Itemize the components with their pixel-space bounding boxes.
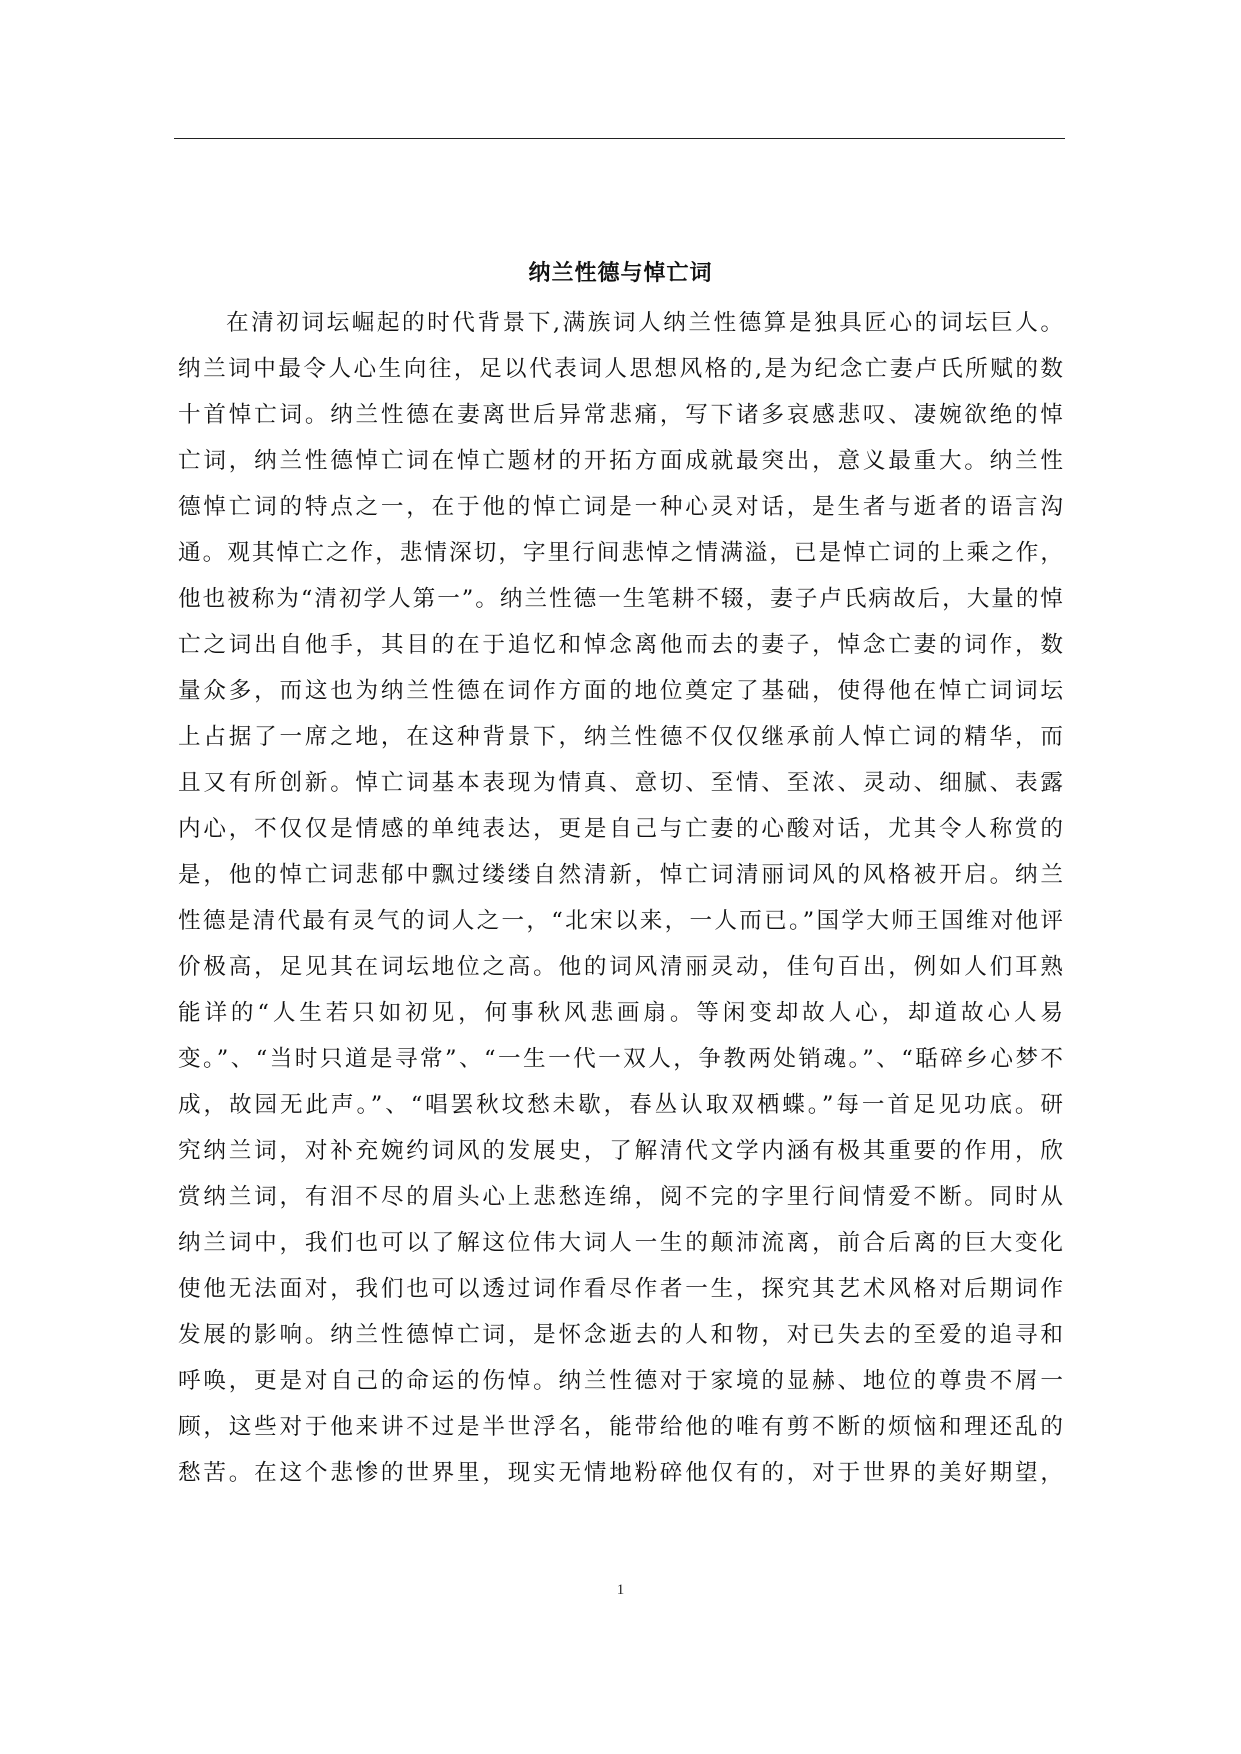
body-line: 愁苦。在这个悲惨的世界里，现实无情地粉碎他仅有的，对于世界的美好期望， xyxy=(178,1460,1063,1486)
header-rule xyxy=(174,138,1065,139)
body-line: 在清初词坛崛起的时代背景下,满族词人纳兰性德算是独具匠心的词坛巨人。 xyxy=(226,310,1063,336)
body-line: 纳兰词中，我们也可以了解这位伟大词人一生的颠沛流离，前合后离的巨大变化 xyxy=(178,1230,1063,1256)
body-line: 量众多，而这也为纳兰性德在词作方面的地位奠定了基础，使得他在悼亡词词坛 xyxy=(178,678,1063,704)
body-line: 德悼亡词的特点之一，在于他的悼亡词是一种心灵对话，是生者与逝者的语言沟 xyxy=(178,494,1063,520)
body-line: 亡词，纳兰性德悼亡词在悼亡题材的开拓方面成就最突出，意义最重大。纳兰性 xyxy=(178,448,1063,474)
body-line: 性德是清代最有灵气的词人之一，“北宋以来，一人而已。”国学大师王国维对他评 xyxy=(178,908,1063,934)
body-line: 亡之词出自他手，其目的在于追忆和悼念离他而去的妻子，悼念亡妻的词作，数 xyxy=(178,632,1063,658)
body-text xyxy=(178,300,1063,1496)
body-line: 价极高，足见其在词坛地位之高。他的词风清丽灵动，佳句百出，例如人们耳熟 xyxy=(178,954,1063,980)
body-line: 通。观其悼亡之作，悲情深切，字里行间悲悼之情满溢，已是悼亡词的上乘之作， xyxy=(178,540,1063,566)
body-line: 能详的“人生若只如初见，何事秋风悲画扇。等闲变却故人心，却道故心人易 xyxy=(178,1000,1063,1026)
body-line: 上占据了一席之地，在这种背景下，纳兰性德不仅仅继承前人悼亡词的精华，而 xyxy=(178,724,1063,750)
body-line: 成，故园无此声。”、“唱罢秋坟愁未歇，春丛认取双栖蝶。”每一首足见功底。研 xyxy=(178,1092,1063,1118)
body-line: 呼唤，更是对自己的命运的伤悼。纳兰性德对于家境的显赫、地位的尊贵不屑一 xyxy=(178,1368,1063,1394)
page-number: 1 xyxy=(616,1582,625,1598)
body-line: 顾，这些对于他来讲不过是半世浮名，能带给他的唯有剪不断的烦恼和理还乱的 xyxy=(178,1414,1063,1440)
body-line: 且又有所创新。悼亡词基本表现为情真、意切、至情、至浓、灵动、细腻、表露 xyxy=(178,770,1063,796)
body-line: 十首悼亡词。纳兰性德在妻离世后异常悲痛，写下诸多哀感悲叹、凄婉欲绝的悼 xyxy=(178,402,1063,428)
body-line: 发展的影响。纳兰性德悼亡词，是怀念逝去的人和物，对已失去的至爱的追寻和 xyxy=(178,1322,1063,1348)
body-line: 究纳兰词，对补充婉约词风的发展史，了解清代文学内涵有极其重要的作用，欣 xyxy=(178,1138,1063,1164)
body-line: 是，他的悼亡词悲郁中飘过缕缕自然清新，悼亡词清丽词风的风格被开启。纳兰 xyxy=(178,862,1063,888)
document-title: 纳兰性德与悼亡词 xyxy=(528,261,713,286)
body-line: 赏纳兰词，有泪不尽的眉头心上悲愁连绵，阅不完的字里行间情爱不断。同时从 xyxy=(178,1184,1063,1210)
body-line: 内心，不仅仅是情感的单纯表达，更是自己与亡妻的心酸对话，尤其令人称赏的 xyxy=(178,816,1063,842)
body-line: 纳兰词中最令人心生向往，足以代表词人思想风格的,是为纪念亡妻卢氏所赋的数 xyxy=(178,356,1063,382)
body-line: 变。”、“当时只道是寻常”、“一生一代一双人，争教两处销魂。”、“聒碎乡心梦不 xyxy=(178,1046,1063,1072)
body-line: 使他无法面对，我们也可以透过词作看尽作者一生，探究其艺术风格对后期词作 xyxy=(178,1276,1063,1302)
body-line: 他也被称为“清初学人第一”。纳兰性德一生笔耕不辍，妻子卢氏病故后，大量的悼 xyxy=(178,586,1063,612)
